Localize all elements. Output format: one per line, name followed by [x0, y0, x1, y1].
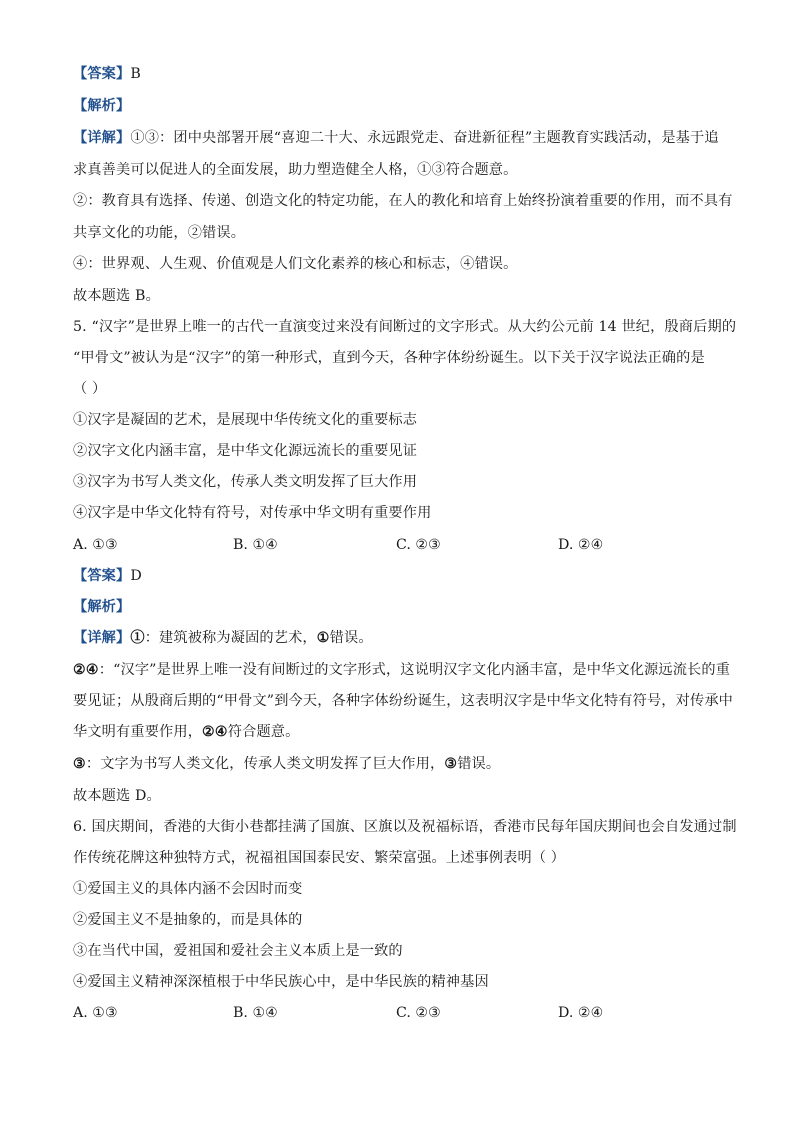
q4-answer-line	[73, 64, 141, 84]
q4-detail-line-1	[73, 128, 719, 148]
q4-detail-line-4: 共享文化的功能，②错误。	[73, 225, 246, 241]
q5-item-3: ③汉字为书写人类文化，传承人类文明发挥了巨大作用	[73, 474, 418, 490]
q5-detail-line-2	[73, 660, 730, 680]
q5-answer-line	[73, 566, 142, 586]
item-mark: ③	[444, 756, 458, 772]
answer-value: B	[130, 66, 141, 82]
q5-stem-line-2: “甲骨文”被认为是“汉字”的第一种形式，直到今天，各种字体纷纷诞生。以下关于汉字说法正确的是	[73, 350, 705, 366]
answer-tag: 【答案】	[73, 568, 131, 584]
q4-detail-line-5: ④：世界观、人生观、价值观是人们文化素养的核心和标志，④错误。	[73, 256, 518, 272]
q5-detail-line-1	[73, 628, 373, 648]
detail-tag: 【详解】	[73, 130, 131, 146]
q5-analysis-tag	[73, 597, 130, 617]
q6-item-2: ②爱国主义不是抽象的，而是具体的	[73, 912, 303, 928]
q6-option-d: D. ②④	[558, 1005, 604, 1021]
q4-detail-line-3: ②：教育具有选择、传递、创造文化的特定功能，在人的教化和培育上始终扮演着重要的作用，而不具有	[73, 193, 733, 209]
q4-analysis-tag	[73, 96, 130, 116]
detail-text: ：“汉字”是世界上唯一没有间断过的文字形式，这说明汉字文化内涵丰富，是中华文化源远流长的重	[98, 662, 731, 678]
q5-option-d: D. ②④	[558, 537, 604, 553]
q6-option-a: A. ①③	[73, 1005, 118, 1021]
analysis-tag: 【解析】	[73, 98, 131, 114]
detail-text: ：文字为书写人类文化，传承人类文明发挥了巨大作用，	[85, 756, 445, 772]
q4-detail-line-2: 求真善美可以促进人的全面发展，助力塑造健全人格，①③符合题意。	[73, 162, 518, 178]
q4-conclusion: 故本题选 B。	[73, 288, 160, 304]
item-mark: ①	[316, 630, 330, 646]
q6-item-4: ④爱国主义精神深深植根于中华民族心中，是中华民族的精神基因	[73, 974, 489, 990]
detail-tag: 【详解】	[73, 630, 131, 646]
q5-item-1: ①汉字是凝固的艺术，是展现中华传统文化的重要标志	[73, 412, 418, 428]
q5-detail-line-5	[73, 754, 500, 774]
q6-item-1: ①爱国主义的具体内涵不会因时而变	[73, 881, 303, 897]
item-mark: ③	[73, 756, 86, 772]
analysis-tag: 【解析】	[73, 599, 131, 615]
q6-item-3: ③在当代中国，爱祖国和爱社会主义本质上是一致的	[73, 943, 403, 959]
q5-option-b: B. ①④	[233, 537, 278, 553]
q5-conclusion: 故本题选 D。	[73, 788, 161, 804]
detail-text: ①③：团中央部署开展“喜迎二十大、永远跟党走、奋进新征程”主题教育实践活动，是基于追	[130, 130, 719, 146]
q5-option-a: A. ①③	[73, 537, 118, 553]
q5-detail-line-3: 要见证；从殷商后期的“甲骨文”到今天，各种字体纷纷诞生，这表明汉字是中华文化特有符号，对传承中	[73, 693, 733, 709]
item-mark: ②④	[73, 662, 99, 678]
q6-option-b: B. ①④	[233, 1005, 278, 1021]
answer-value: D	[130, 568, 142, 584]
q5-item-2: ②汉字文化内涵丰富，是中华文化源远流长的重要见证	[73, 443, 418, 459]
q5-option-c: C. ②③	[396, 537, 441, 553]
detail-text: 错误。	[457, 756, 501, 772]
q5-item-4: ④汉字是中华文化特有符号，对传承中华文明有重要作用	[73, 505, 432, 521]
item-mark: ②④	[202, 724, 228, 740]
detail-text: ：建筑被称为凝固的艺术，	[144, 630, 317, 646]
q5-detail-line-4	[73, 722, 300, 742]
detail-text: 错误。	[329, 630, 373, 646]
q5-stem-blank: （ ）	[73, 381, 107, 397]
detail-text: 华文明有重要作用，	[73, 724, 203, 740]
item-mark: ①	[130, 630, 145, 646]
q6-option-c: C. ②③	[396, 1005, 441, 1021]
detail-text: 符合题意。	[227, 724, 300, 740]
q5-stem-line-1: 5. “汉字”是世界上唯一的古代一直演变过来没有间断过的文字形式。从大约公元前 14 世纪，殷商后期的	[73, 319, 737, 335]
q6-stem-line-1: 6. 国庆期间，香港的大街小巷都挂满了国旗、区旗以及祝福标语，香港市民每年国庆期间也会自发通过制	[73, 819, 737, 835]
answer-tag: 【答案】	[73, 66, 131, 82]
q6-stem-line-2: 作传统花牌这种独特方式，祝福祖国国泰民安、繁荣富强。上述事例表明（ ）	[73, 850, 566, 866]
